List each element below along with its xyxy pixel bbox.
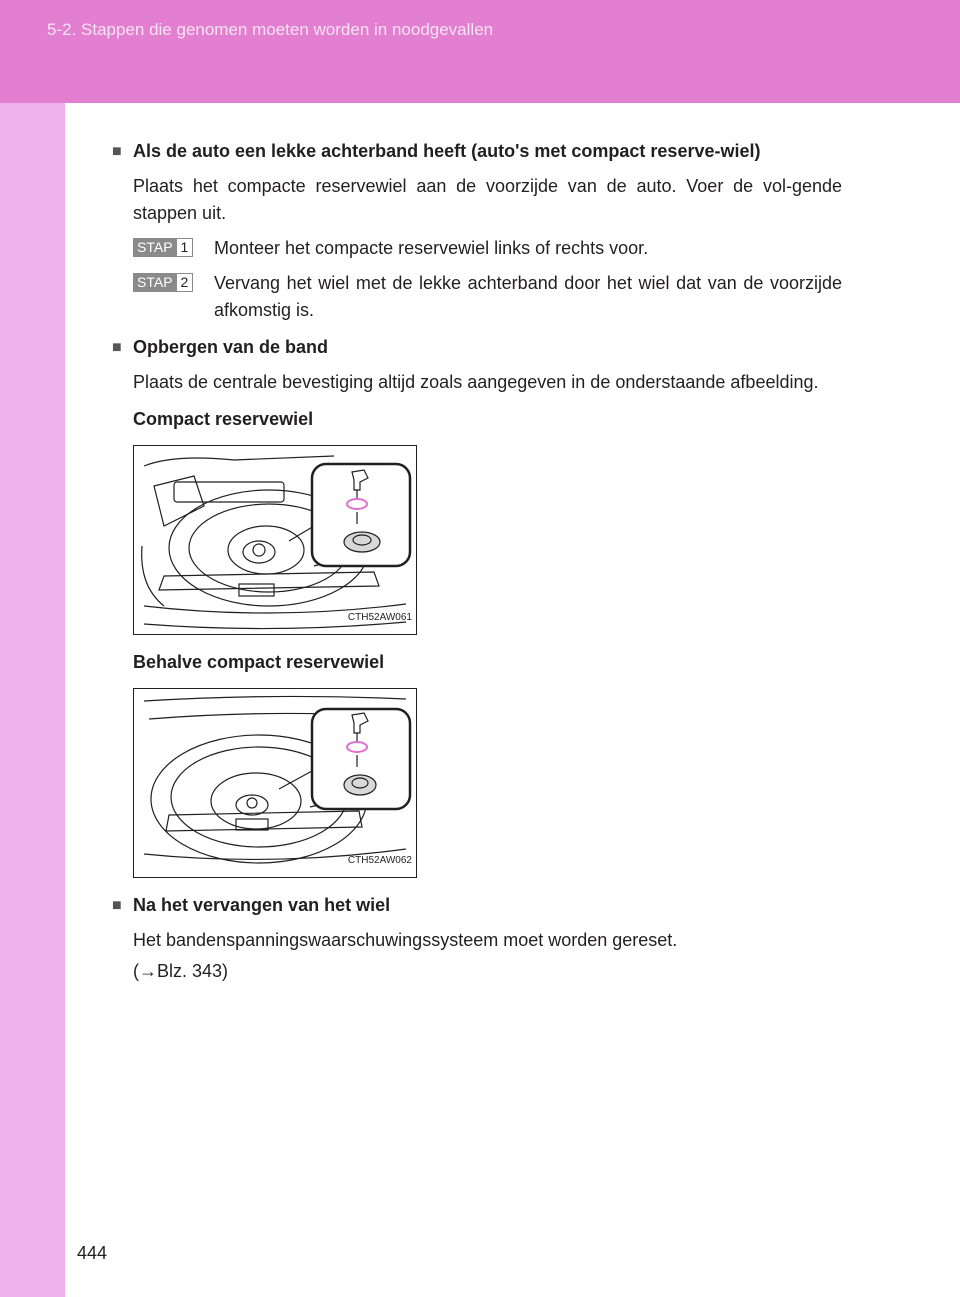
step-label: STAP [133, 273, 177, 292]
section-tire-storage [112, 334, 842, 878]
bullet-square-icon: ■ [112, 897, 122, 914]
step-number: 2 [177, 273, 194, 292]
figure-caption: Compact reservewiel [133, 409, 314, 429]
step-text: Monteer het compacte reservewiel links of rechts voor. [214, 238, 649, 258]
step-badge [133, 238, 193, 257]
bullet-square-icon: ■ [112, 143, 122, 160]
section-text: Plaats de centrale bevestiging altijd zoals aangegeven in de onderstaande afbeelding. [133, 372, 819, 392]
step-label: STAP [133, 238, 177, 257]
side-band [0, 103, 65, 1297]
page-reference: (→Blz. 343) [133, 961, 229, 981]
figure-caption: Behalve compact reservewiel [133, 652, 385, 672]
section-title: Na het vervangen van het wiel [133, 895, 391, 915]
section-flat-rear-tire [112, 138, 842, 324]
figure-code: CTH52AW061 [347, 612, 412, 623]
step-text: Vervang het wiel met de lekke achterband door het wiel dat van de voorzijde afkomstig is. [214, 273, 842, 320]
page-content [112, 138, 842, 995]
section-title: Als de auto een lekke achterband heeft (auto's met compact reserve-wiel) [133, 141, 761, 161]
step-badge [133, 273, 193, 292]
section-text: Plaats het compacte reservewiel aan de voorzijde van de auto. Voer de vol-gende stappen uit. [133, 176, 842, 223]
section-after-replacement [112, 892, 842, 985]
chapter-title: 5-2. Stappen die genomen moeten worden in noodgevallen [47, 20, 494, 39]
bullet-square-icon: ■ [112, 339, 122, 356]
figure-code: CTH52AW062 [347, 855, 412, 866]
section-title: Opbergen van de band [133, 337, 329, 357]
page-header [0, 0, 960, 103]
figure-standard-spare [133, 688, 417, 878]
step-number: 1 [177, 238, 194, 257]
figure-compact-spare [133, 445, 417, 635]
step-2 [133, 270, 842, 324]
page-number: 444 [77, 1243, 108, 1263]
step-1 [133, 235, 842, 262]
section-text: Het bandenspanningswaarschuwingssysteem moet worden gereset. [133, 930, 678, 950]
